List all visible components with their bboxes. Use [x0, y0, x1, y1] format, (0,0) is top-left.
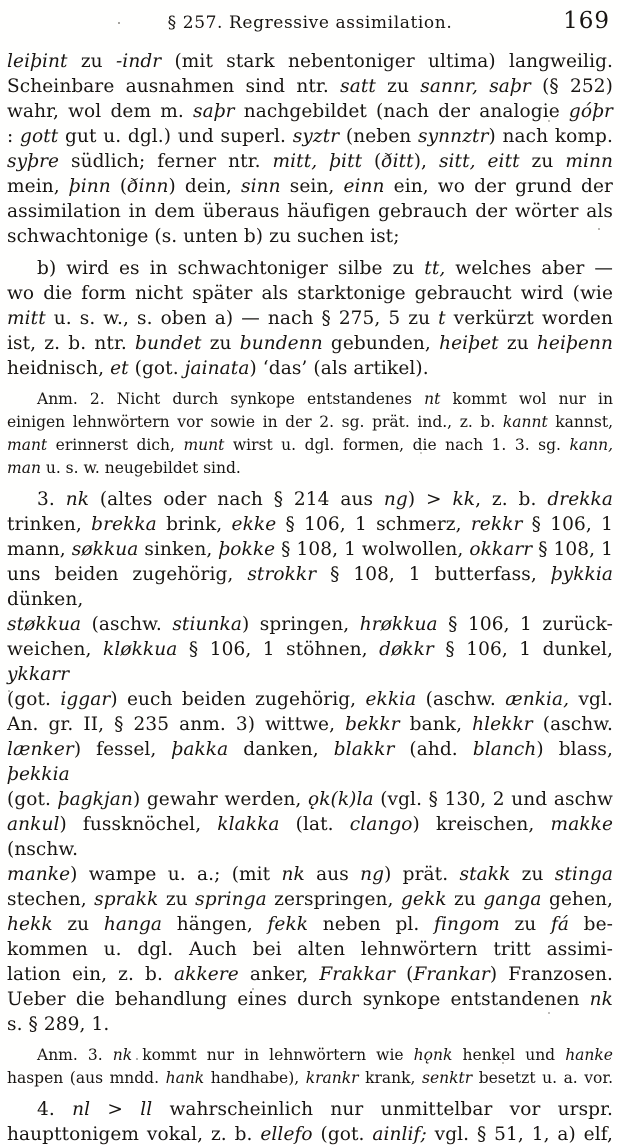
- text-line: heidnisch, et (got. jainata) ‘das’ (als artikel).: [7, 358, 429, 379]
- text-line: leiþint zu -indr (mit stark nebentoniger ultima) langweilig.: [7, 51, 614, 72]
- text-line: b) wird es in schwachtoniger silbe zu tt, welches aber —: [37, 258, 613, 279]
- page-text: [0, 34, 620, 1147]
- text-line: trinken, brekka brink, ekke § 106, 1 schmerz, rekkr § 106, 1: [7, 514, 613, 535]
- body-paragraph: [7, 487, 613, 1037]
- page-number: 169: [563, 8, 610, 34]
- text-line: hekk zu hanga hängen, fekk neben pl. fingom zu fá be-: [7, 914, 614, 935]
- text-line: weichen, kløkkua § 106, 1 stöhnen, døkkr § 106, 1 dunkel, ykkarr: [7, 639, 614, 685]
- text-line: : gott gut u. dgl.) und superl. syztr (neben synnztr) nach komp.: [7, 126, 613, 147]
- text-line: syþre südlich; ferner ntr. mitt, þitt (ðitt), sitt, eitt zu minn: [7, 151, 614, 172]
- text-line: 4. nl > ll wahrscheinlich nur unmittelbar vor urspr.: [37, 1099, 614, 1120]
- text-line: wahr, wol dem m. saþr nachgebildet (nach der analogie góþr: [7, 101, 613, 122]
- annotation-paragraph: [7, 1044, 613, 1090]
- text-line: (got. þagkjan) gewahr werden, ǫk(k)la (vgl. § 130, 2 und aschw: [7, 789, 613, 810]
- text-line: Ueber die behandlung eines durch synkope entstandenen nk: [7, 989, 613, 1010]
- text-line: mein, þinn (ðinn) dein, sinn sein, einn ein, wo der grund der: [7, 176, 613, 197]
- text-line: haspen (aus mndd. hank handhabe), krankr krank, senktr besetzt u. a. vor.: [7, 1069, 614, 1087]
- text-line: haupttonigem vokal, z. b. ellefo (got. ainlif; vgl. § 51, 1, a) elf,: [7, 1124, 613, 1145]
- section-heading: § 257. Regressive assimilation.: [167, 13, 453, 33]
- body-paragraph: [7, 1097, 613, 1147]
- text-line: ankul) fussknöchel, klakka (lat. clango) kreischen, makke (nschw.: [7, 814, 613, 860]
- text-line: mann, søkkua sinken, þokke § 108, 1 wolwollen, okkarr § 108, 1: [7, 539, 613, 560]
- text-line: Scheinbare ausnahmen sind ntr. satt zu sannr, saþr (§ 252): [7, 76, 613, 97]
- text-line: Anm. 3. nk kommt nur in lehnwörtern wie hǫnk henkel und hanke: [37, 1046, 613, 1064]
- text-line: manke) wampe u. a.; (mit nk aus ng) prät. stakk zu stinga: [7, 864, 614, 885]
- annotation-paragraph: [7, 388, 613, 480]
- text-line: (got. iggar) euch beiden zugehörig, ekkia (aschw. ænkia, vgl.: [7, 689, 613, 710]
- text-line: stechen, sprakk zu springa zerspringen, gekk zu ganga gehen,: [7, 889, 613, 910]
- text-line: støkkua (aschw. stiunka) springen, hrøkkua § 106, 1 zurück-: [7, 614, 613, 635]
- text-line: An. gr. II, § 235 anm. 3) wittwe, bekkr bank, hlekkr (aschw.: [7, 714, 614, 735]
- running-head: [0, 0, 620, 34]
- text-line: mant erinnerst dich, munt wirst u. dgl. formen, die nach 1. 3. sg. kann,: [7, 436, 613, 454]
- text-line: s. § 289, 1.: [7, 1014, 110, 1035]
- text-line: assimilation in dem überaus häufigen gebrauch der wörter als: [7, 201, 613, 222]
- text-line: kommen u. dgl. Auch bei alten lehnwörtern tritt assimi-: [7, 939, 613, 960]
- text-line: wo die form nicht später als starktonige gebraucht wird (wie: [7, 283, 613, 304]
- text-line: mitt u. s. w., s. oben a) — nach § 275, 5 zu t verkürzt worden: [7, 308, 613, 329]
- text-line: schwachtonige (s. unten b) zu suchen ist;: [7, 226, 400, 247]
- text-line: lation ein, z. b. akkere anker, Frakkar (Frankar) Franzosen.: [7, 964, 614, 985]
- text-line: man u. s. w. neugebildet sind.: [7, 459, 241, 477]
- body-paragraph: [7, 49, 613, 249]
- text-line: Anm. 2. Nicht durch synkope entstandenes nt kommt wol nur in: [37, 390, 613, 408]
- text-line: ist, z. b. ntr. bundet zu bundenn gebunden, heiþet zu heiþenn: [7, 333, 613, 354]
- text-line: uns beiden zugehörig, strokkr § 108, 1 butterfass, þykkia dünken,: [7, 564, 613, 610]
- text-line: lænker) fessel, þakka danken, blakkr (ahd. blanch) blass, þekkia: [7, 739, 613, 785]
- body-paragraph: [7, 256, 613, 381]
- text-line: einigen lehnwörtern vor sowie in der 2. sg. prät. ind., z. b. kannt kannst,: [7, 413, 613, 431]
- text-line: 3. nk (altes oder nach § 214 aus ng) > kk, z. b. drekka: [37, 489, 613, 510]
